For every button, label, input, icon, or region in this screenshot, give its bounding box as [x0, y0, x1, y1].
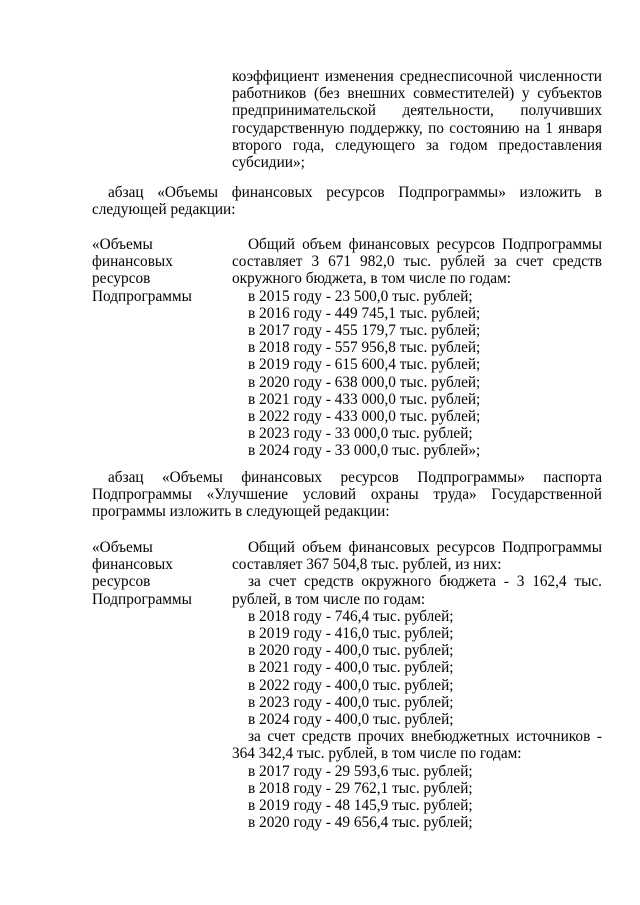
section1-year-line: в 2015 году - 23 500,0 тыс. рублей; [248, 287, 473, 305]
section1-label-line: финансовых [92, 253, 173, 271]
section1-year-line: в 2024 году - 33 000,0 тыс. рублей»; [248, 442, 481, 460]
section1-year-line: в 2017 году - 455 179,7 тыс. рублей; [248, 322, 481, 340]
section2-sub1-year-line: в 2019 году - 416,0 тыс. рублей; [248, 625, 454, 643]
section2-label-line: ресурсов [92, 573, 151, 591]
section1-content [232, 236, 602, 460]
section2-sub2-intro: за счет средств прочих внебюджетных источников - 364 342,4 тыс. рублей, в том числе по годам: [232, 728, 602, 763]
section2-sub2-year-line: в 2019 году - 48 145,9 тыс. рублей; [248, 797, 473, 815]
section2-content [232, 539, 602, 831]
instruction-paragraph-1: абзац «Объемы финансовых ресурсов Подпрограммы» изложить в следующей редакции: [92, 184, 602, 219]
section1-year-line: в 2019 году - 615 600,4 тыс. рублей; [248, 356, 481, 374]
section2-sub1-intro: за счет средств окружного бюджета - 3 162,4 тыс. рублей, в том числе по годам: [232, 573, 602, 608]
section1-year-line: в 2023 году - 33 000,0 тыс. рублей; [248, 425, 473, 443]
section1-label [92, 236, 232, 305]
instruction-paragraph-2: абзац «Объемы финансовых ресурсов Подпрограммы» паспорта Подпрограммы «Улучшение условий охраны труда» Государственной программы изложить в следующей редакции: [92, 469, 602, 521]
section2-label-line: Подпрограммы [92, 590, 192, 608]
section2-sub2-year-line: в 2020 году - 49 656,4 тыс. рублей; [248, 814, 473, 832]
section2-intro: Общий объем финансовых ресурсов Подпрограммы составляет 367 504,8 тыс. рублей, из них: [232, 539, 602, 574]
section1-intro: Общий объем финансовых ресурсов Подпрограммы составляет 3 671 982,0 тыс. рублей за счет средств окружного бюджета, в том числе по годам: [232, 236, 602, 288]
section2-sub1-year-line: в 2024 году - 400,0 тыс. рублей; [248, 711, 454, 729]
section2-sub1-year-line: в 2022 году - 400,0 тыс. рублей; [248, 676, 454, 694]
section1-label-line: Подпрограммы [92, 287, 192, 305]
section1-year-line: в 2022 году - 433 000,0 тыс. рублей; [248, 408, 481, 426]
section2-sub2-year-line: в 2018 году - 29 762,1 тыс. рублей; [248, 779, 473, 797]
section2-sub1-year-line: в 2021 году - 400,0 тыс. рублей; [248, 659, 454, 677]
section2-sub2-year-line: в 2017 году - 29 593,6 тыс. рублей; [248, 762, 473, 780]
section1-year-line: в 2020 году - 638 000,0 тыс. рублей; [248, 373, 481, 391]
section1-label-line: «Объемы [92, 236, 153, 253]
top-paragraph: коэффициент изменения среднесписочной численности работников (без внешних совместителей) у субъектов предпринимательской деятельности, получивших государственную поддержку, по состоянию на 1 января второго года, следующего за годом предоставления субсидии»; [232, 68, 602, 172]
section1-year-line: в 2018 году - 557 956,8 тыс. рублей; [248, 339, 481, 357]
section2-label [92, 539, 232, 608]
section2-sub1-year-line: в 2018 году - 746,4 тыс. рублей; [248, 607, 454, 625]
section2-sub1-year-line: в 2023 году - 400,0 тыс. рублей; [248, 693, 454, 711]
section2-label-line: финансовых [92, 556, 173, 574]
section1-year-line: в 2016 году - 449 745,1 тыс. рублей; [248, 304, 481, 322]
section1-label-line: ресурсов [92, 270, 151, 288]
section1-year-line: в 2021 году - 433 000,0 тыс. рублей; [248, 390, 481, 408]
section2-sub1-year-line: в 2020 году - 400,0 тыс. рублей; [248, 642, 454, 660]
section2-label-line: «Объемы [92, 539, 153, 556]
